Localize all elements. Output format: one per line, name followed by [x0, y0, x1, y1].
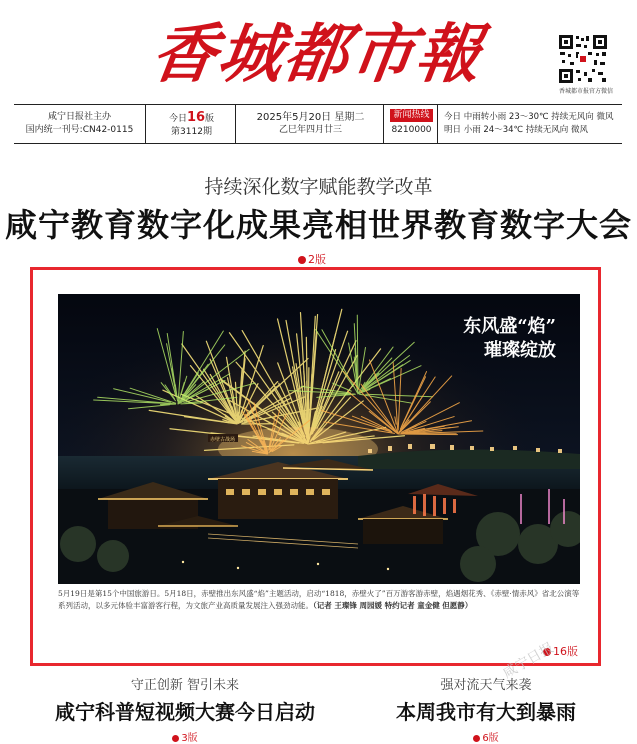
story-kicker: 守正创新 智引未来 — [40, 674, 330, 693]
story-title[interactable]: 咸宁科普短视频大赛今日启动 — [40, 696, 330, 725]
qr-code-icon[interactable] — [558, 34, 608, 84]
photo-overlay-subtitle: 璀璨绽放 — [484, 336, 556, 362]
serial-number: 国内统一刊号:CN42-0115 — [14, 124, 145, 137]
masthead — [0, 0, 637, 100]
weather-tomorrow: 明日 小雨 24～34℃ 持续无风向 微风 — [444, 124, 622, 137]
weather-cell — [440, 105, 622, 143]
hotline-cell — [386, 105, 438, 143]
issue-date: 2025年5月20日 星期二 — [238, 111, 383, 124]
publisher-cell — [14, 105, 146, 143]
story-kicker: 强对流天气来袭 — [346, 674, 626, 693]
watermark: 咸宁日报 — [499, 637, 557, 682]
newspaper-logo: 香城都市報 — [112, 6, 524, 92]
photo-overlay-title: 东风盛“焰” — [463, 312, 556, 338]
caption-credit: （记者 王璨锋 周园媛 特约记者 童金健 但愿静） — [313, 601, 472, 610]
firework-spark — [405, 434, 457, 435]
story-page-link[interactable]: 3版 — [40, 729, 330, 744]
date-cell — [238, 105, 384, 143]
publisher: 咸宁日报社主办 — [14, 111, 145, 124]
story-title[interactable]: 本周我市有大到暴雨 — [346, 696, 626, 725]
story-page-link[interactable]: 6版 — [346, 729, 626, 744]
lead-headline[interactable]: 咸宁教育数字化成果亮相世界教育数字大会 — [0, 200, 637, 246]
lead-page-link[interactable]: 2版 — [298, 251, 326, 267]
bullet-icon — [473, 735, 480, 742]
fireworks-photo[interactable] — [58, 294, 580, 584]
pages-cell — [148, 105, 236, 143]
story-science-video[interactable] — [40, 674, 330, 744]
hotline-number[interactable]: 8210000 — [386, 124, 437, 137]
lunar-date: 乙巳年四月廿三 — [238, 124, 383, 137]
hotline-label: 新闻热线 — [390, 109, 432, 122]
issue-number: 第3112期 — [148, 126, 235, 139]
page-count: 今日16版 — [148, 111, 235, 126]
scenic-sign: 赤壁古战场 — [210, 436, 235, 443]
qr-caption: 香城都市报官方微信 — [546, 86, 626, 95]
bullet-icon — [298, 256, 306, 264]
info-bar — [14, 104, 622, 144]
photo-page-link[interactable]: 16版 — [543, 643, 578, 659]
bullet-icon — [172, 735, 179, 742]
lead-subtitle: 持续深化数字赋能教学改革 — [0, 172, 637, 199]
story-rainstorm[interactable] — [346, 674, 626, 744]
photo-caption — [58, 588, 580, 612]
weather-today: 今日 中雨转小雨 23～30℃ 持续无风向 微风 — [444, 111, 622, 124]
caption-text: 5月19日是第15个中国旅游日。5月18日，赤壁推出东风盛“焰”主题活动，启动“1818，赤壁火了”百万游客游赤壁，焰遇烟花秀、《赤壁·情赤风》省北公演等系列活动，以多元体验丰富游客行程，为文旅产业高质量发展注入强劲动能。 — [58, 589, 579, 610]
photo-story — [30, 267, 601, 666]
